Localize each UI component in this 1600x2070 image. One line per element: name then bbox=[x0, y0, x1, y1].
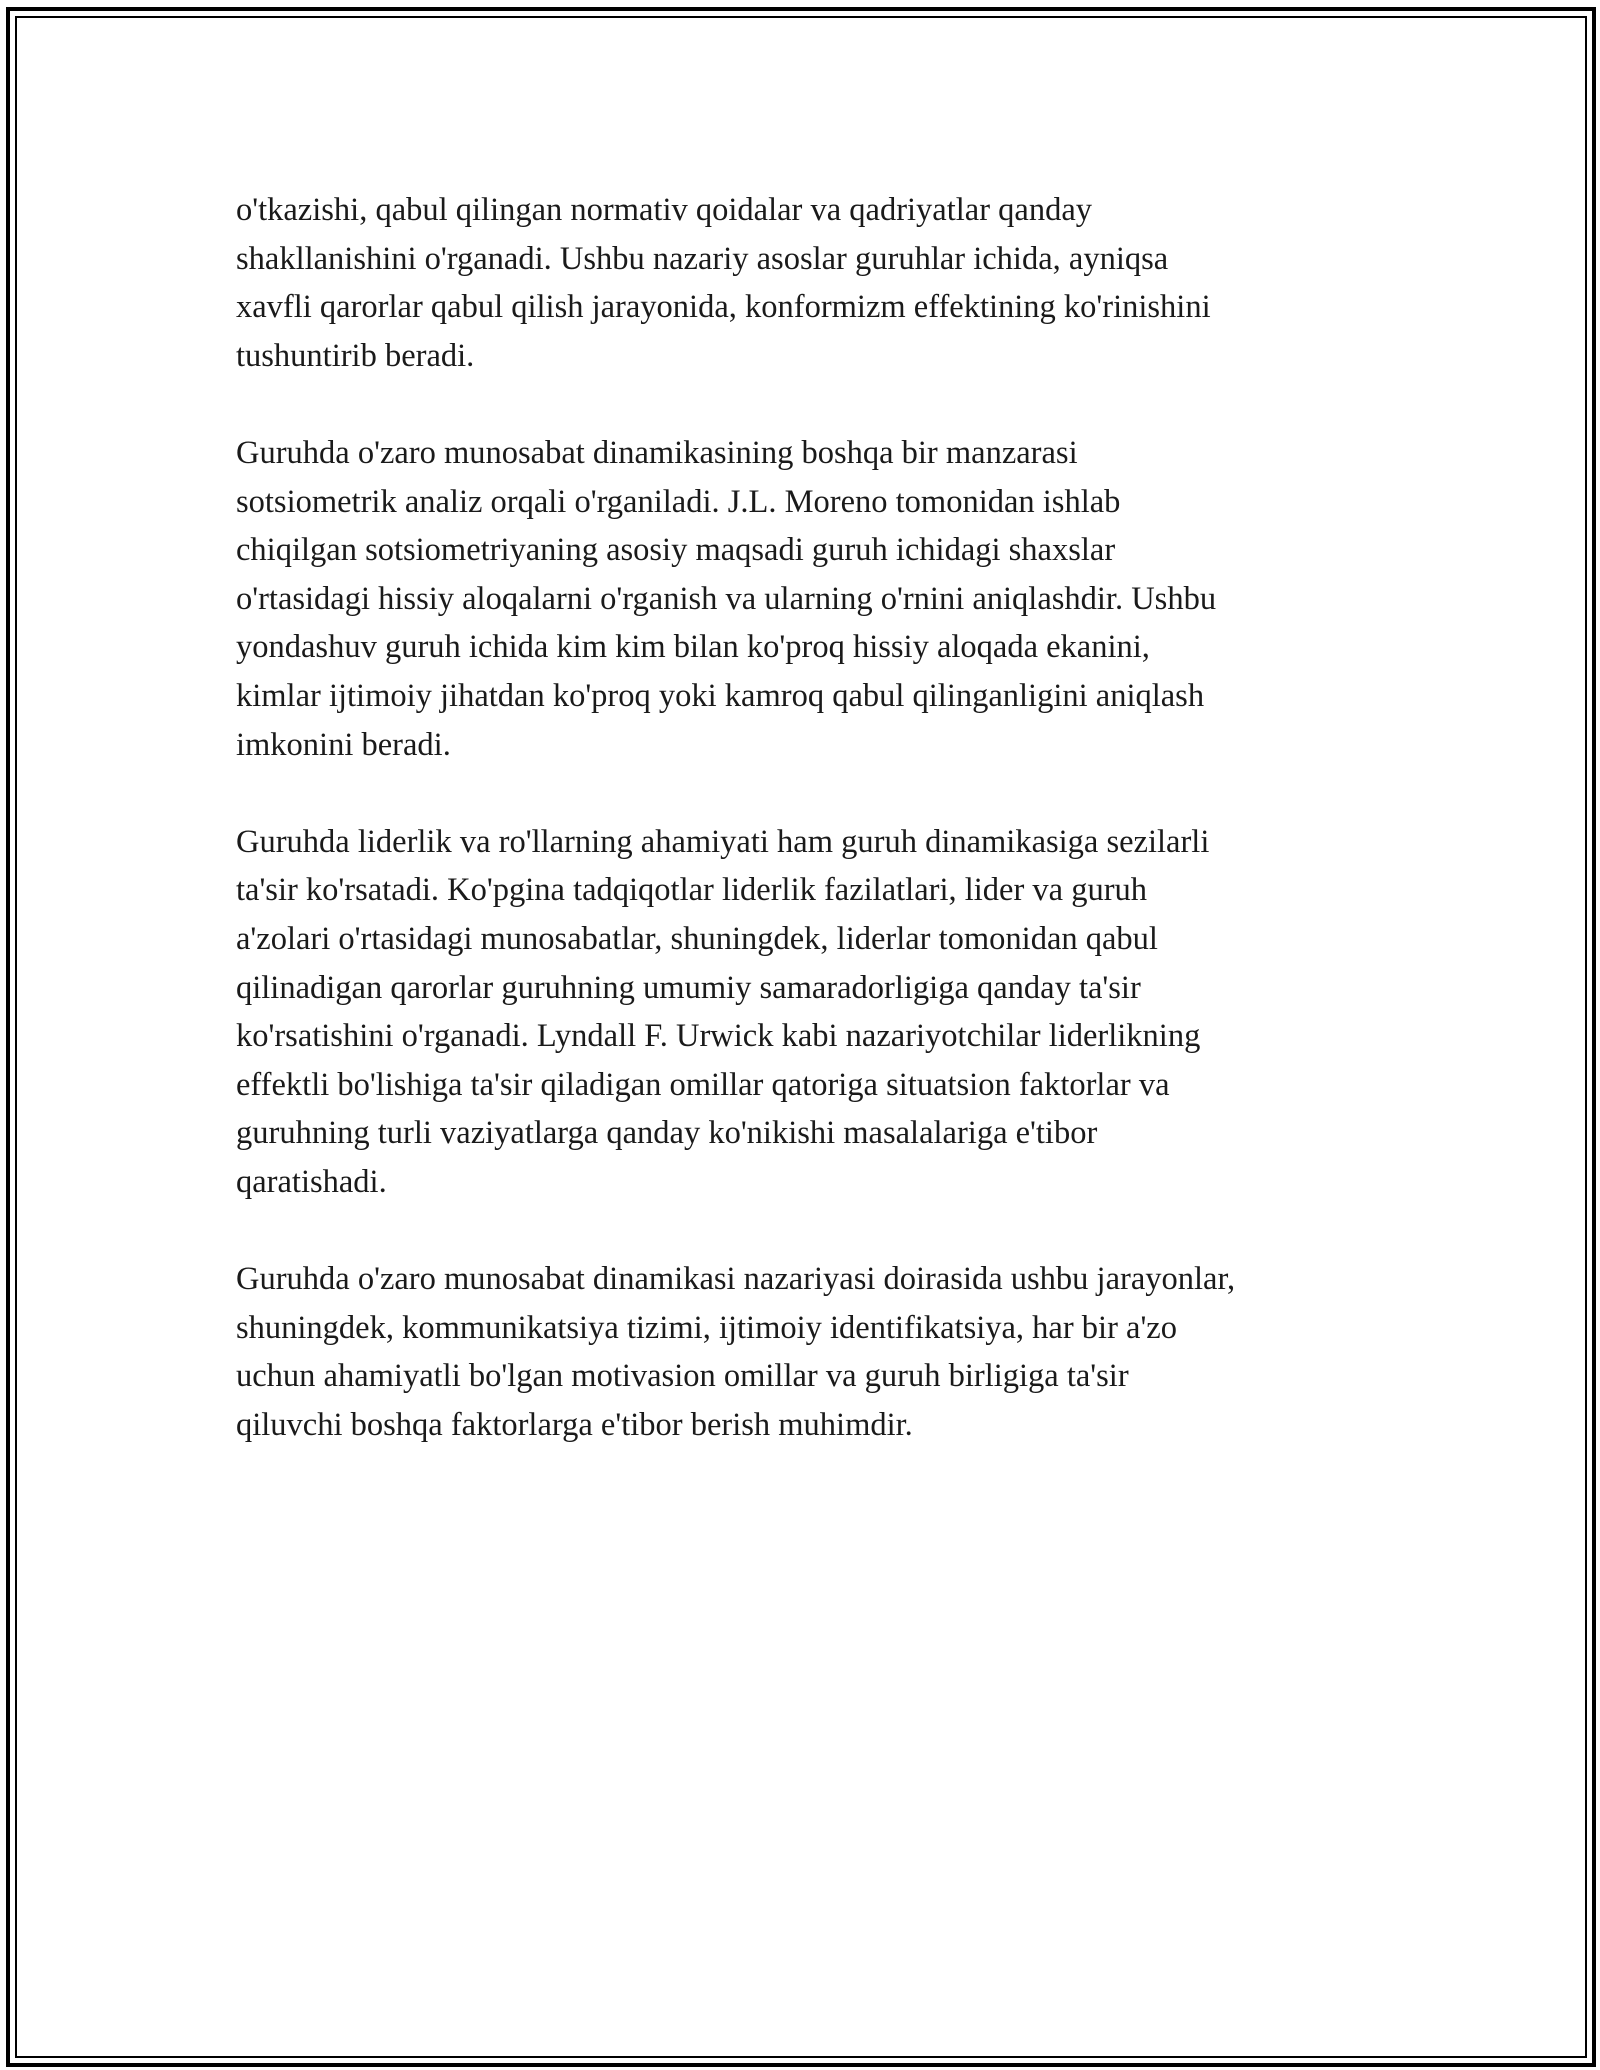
paragraph-4: Guruhda o'zaro munosabat dinamikasi nazariyasi doirasida ushbu jarayonlar, shuningdek, kommunikatsiya tizimi, ijtimoiy identifikatsiya, har bir a'zo uchun ahamiyatli bo'lgan motivasion omillar va guruh birligiga ta'sir qiluvchi boshqa faktorlarga e'tibor berish muhimdir. bbox=[236, 1261, 1236, 1443]
paragraph-3: Guruhda liderlik va ro'llarning ahamiyati ham guruh dinamikasiga sezilarli ta'sir ko'rsatadi. Ko'pgina tadqiqotlar liderlik fazilatlari, lider va guruh a'zolari o'rtasidagi munosabatlar, shuningdek, liderlar tomonidan qabul qilinadigan qarorlar guruhning umumiy samaradorligiga qanday ta'sir ko'rsatishini o'rganadi. Lyndall F. Urwick kabi nazariyotchilar liderlikning effektli bo'lishiga ta'sir qiladigan omillar qatoriga situatsion faktorlar va guruhning turli vaziyatlarga qanday ko'nikishi masalalariga e'tibor qaratishadi. bbox=[236, 823, 1210, 1200]
paragraph-1: o'tkazishi, qabul qilingan normativ qoidalar va qadriyatlar qanday shakllanishini o'rganadi. Ushbu nazariy asoslar guruhlar ichida, ayniqsa xavfli qarorlar qabul qilish jarayonida, konformizm effektining ko'rinishini tushuntirib beradi. bbox=[236, 192, 1211, 374]
paragraph-2: Guruhda o'zaro munosabat dinamikasining boshqa bir manzarasi sotsiometrik analiz orqali o'rganiladi. J.L. Moreno tomonidan ishlab chiqilgan sotsiometriyaning asosiy maqsadi guruh ichidagi shaxslar o'rtasidagi hissiy aloqalarni o'rganish va ularning o'rnini aniqlashdir. Ushbu yondashuv guruh ichida kim kim bilan ko'proq hissiy aloqada ekanini, kimlar ijtimoiy jihatdan ko'proq yoki kamroq qabul qilinganligini aniqlash imkonini beradi. bbox=[236, 434, 1217, 763]
document-body bbox=[236, 186, 1376, 1498]
